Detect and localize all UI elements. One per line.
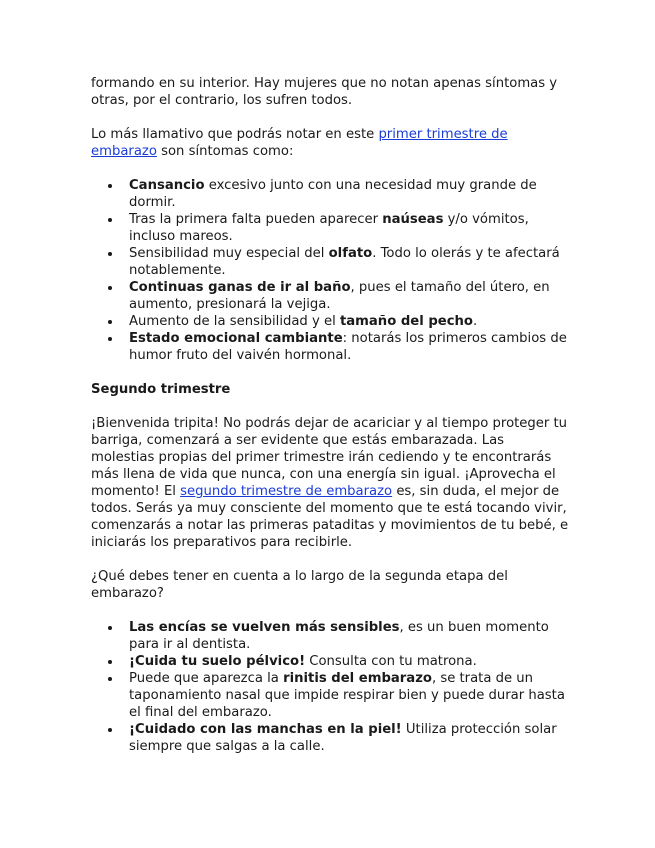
- second-trimester-tip-list: [91, 619, 571, 755]
- list-item: Tras la primera falta pueden aparecer naúseas y/o vómitos, incluso mareos.: [129, 211, 571, 245]
- document-body: [91, 75, 571, 755]
- list-item: Continuas ganas de ir al baño, pues el tamaño del útero, en aumento, presionará la vejiga.: [129, 279, 571, 313]
- first-trimester-link[interactable]: primer trimestre de embarazo: [91, 127, 508, 159]
- first-trimester-lead: [91, 126, 571, 160]
- list-item: ¡Cuidado con las manchas en la piel! Utiliza protección solar siempre que salgas a la calle.: [129, 721, 571, 755]
- list-item: Puede que aparezca la rinitis del embarazo, se trata de un taponamiento nasal que impide respirar bien y puede durar hasta el final del embarazo.: [129, 670, 571, 721]
- list-item: Estado emocional cambiante: notarás los primeros cambios de humor fruto del vaivén hormonal.: [129, 330, 571, 364]
- section-heading: Segundo trimestre: [91, 382, 231, 397]
- lead-text-after: son síntomas como:: [156, 144, 294, 159]
- list-item: Cansancio excesivo junto con una necesidad muy grande de dormir.: [129, 177, 571, 211]
- second-trimester-question: ¿Qué debes tener en cuenta a lo largo de la segunda etapa del embarazo?: [91, 569, 508, 601]
- second-trimester-link[interactable]: segundo trimestre de embarazo: [180, 484, 393, 499]
- intro-paragraph: formando en su interior. Hay mujeres que no notan apenas síntomas y otras, por el contrario, los sufren todos.: [91, 76, 558, 108]
- first-trimester-symptom-list: [91, 177, 571, 364]
- list-item: ¡Cuida tu suelo pélvico! Consulta con tu matrona.: [129, 653, 571, 670]
- list-item: Aumento de la sensibilidad y el tamaño del pecho.: [129, 313, 571, 330]
- list-item: Las encías se vuelven más sensibles, es un buen momento para ir al dentista.: [129, 619, 571, 653]
- second-trimester-paragraph: ¡Bienvenida tripita! No podrás dejar de acariciar y al tiempo proteger tu barriga, comenzará a ser evidente que estás embarazada. Las molestias propias del primer trimestre irán cediendo y te encontrarás más llena de vida que nunca, con una energía sin igual. ¡Aprovecha el momento! El segundo trimestre de embarazo es, sin duda, el mejor de todos. Serás ya muy consciente del momento que te está tocando vivir, comenzarás a notar las primeras pataditas y movimientos de tu bebé, e iniciarás los preparativos para recibirle.: [91, 416, 569, 550]
- lead-text-before: Lo más llamativo que podrás notar en este: [91, 127, 379, 142]
- list-item: Sensibilidad muy especial del olfato. Todo lo olerás y te afectará notablemente.: [129, 245, 571, 279]
